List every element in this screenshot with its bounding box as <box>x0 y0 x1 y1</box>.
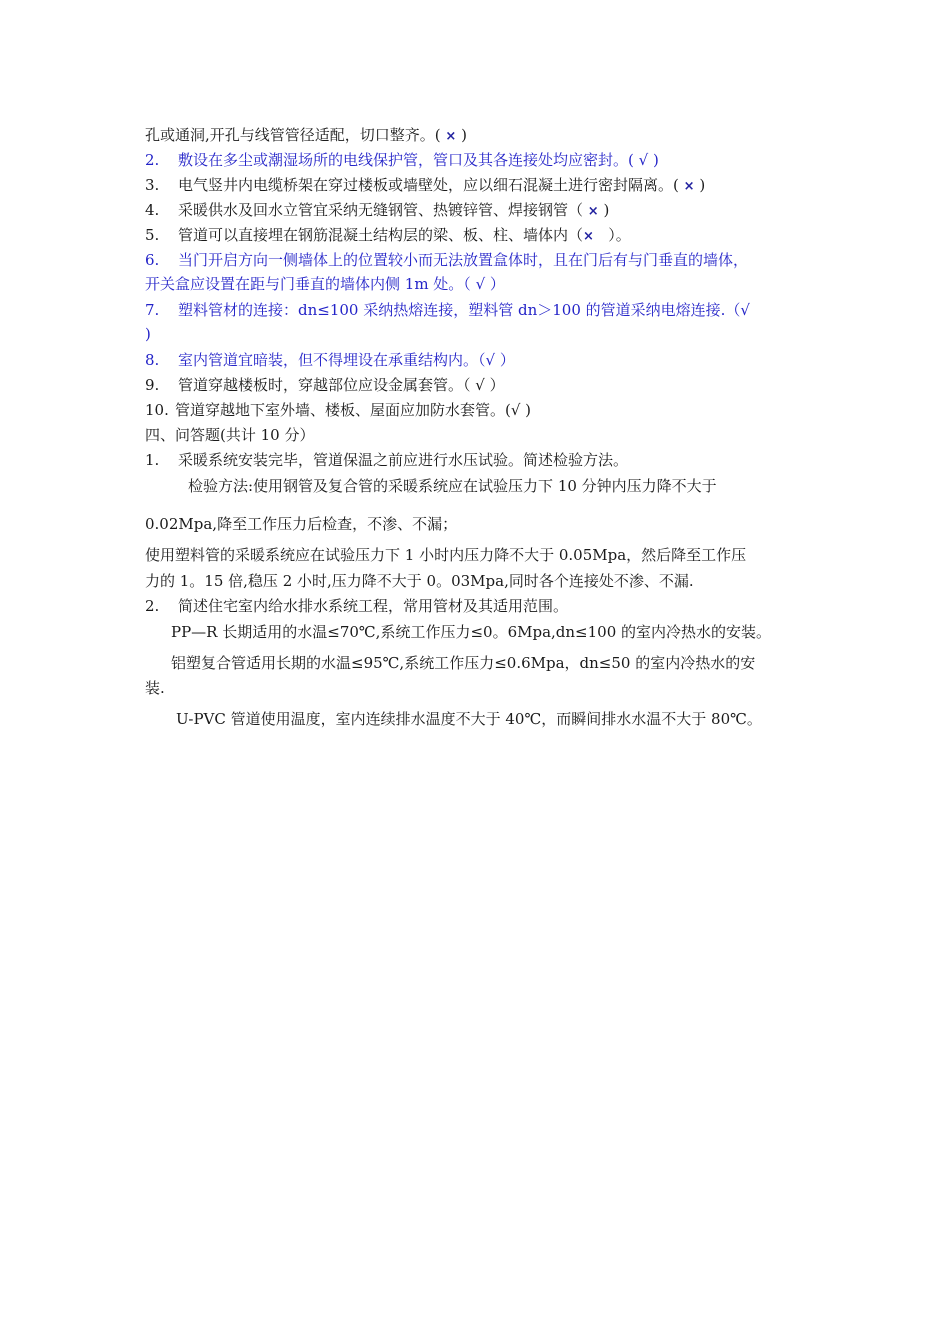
cross-mark: × <box>445 129 457 144</box>
question-10: 10. 管道穿越地下室外墙、楼板、屋面应加防水套管。(√ ) <box>145 401 532 419</box>
question-text: 塑料管材的连接：dn≤100 采纳热熔连接，塑料管 dn＞100 的管道采纳电熔连接.（√ <box>178 301 750 319</box>
cross-mark: × <box>587 204 599 219</box>
question-3: 3. 电气竖井内电缆桥架在穿过楼板或墙壁处，应以细石混凝土进行密封隔离。( × ) <box>145 176 706 194</box>
answer-line: 铝塑复合管适用长期的水温≤95℃,系统工作压力≤0.6Mpa，dn≤50 的室内冷热水的安 <box>171 654 756 672</box>
essay-question-2: 2. 简述住宅室内给水排水系统工程，常用管材及其适用范围。 <box>145 597 569 615</box>
answer-line: 0.02Mpa,降至工作压力后检查，不渗、不漏； <box>145 515 458 533</box>
question-6-line-2 <box>145 274 505 294</box>
question-6-line-1: 6. 当门开启方向一侧墙体上的位置较小而无法放置盒体时，且在门后有与门垂直的墙体， <box>145 251 749 269</box>
question-text: 管道穿越地下室外墙、楼板、屋面应加防水套管。(√ ) <box>175 401 532 419</box>
section-heading: 四、问答题(共计 10 分） <box>145 426 315 444</box>
question-7-line-1: 7. 塑料管材的连接：dn≤100 采纳热熔连接，塑料管 dn＞100 的管道采纳电熔连接.（√ <box>145 301 750 319</box>
question-text: 室内管道宜暗装，但不得埋设在承重结构内。（√ ） <box>178 351 515 369</box>
question-text: 敷设在多尘或潮湿场所的电线保护管，管口及其各连接处均应密封。( √ ) <box>178 151 659 169</box>
question-text: 电气竖井内电缆桥架在穿过楼板或墙壁处，应以细石混凝土进行密封隔离。( <box>178 176 679 194</box>
essay-question-1: 1. 采暖系统安装完毕，管道保温之前应进行水压试验。简述检验方法。 <box>145 451 629 469</box>
question-text: 开关盒应设置在距与门垂直的墙体内侧 1m 处。（ √ ） <box>145 275 505 293</box>
question-1-continuation: 孔或通洞,开孔与线管管径适配，切口整齐。( × ) <box>145 126 467 144</box>
answer-line: PP—R 长期适用的水温≤70℃,系统工作压力≤0。6Mpa,dn≤100 的室内冷热水的安装。 <box>171 623 772 641</box>
question-8: 8. 室内管道宜暗装，但不得埋设在承重结构内。（√ ） <box>145 351 515 369</box>
cross-mark: × <box>683 179 695 194</box>
question-text: 简述住宅室内给水排水系统工程，常用管材及其适用范围。 <box>178 597 569 615</box>
answer-line: 使用塑料管的采暖系统应在试验压力下 1 小时内压力降不大于 0.05Mpa，然后降至工作压 <box>145 546 747 564</box>
question-text: 管道可以直接埋在钢筋混凝土结构层的梁、板、柱、墙体内（ <box>178 226 584 244</box>
question-text: 采暖系统安装完毕，管道保温之前应进行水压试验。简述检验方法。 <box>178 451 629 469</box>
question-4: 4. 采暖供水及回水立管宜采纳无缝钢管、热镀锌管、焊接钢管（ × ) <box>145 201 610 219</box>
answer-line: 检验方法:使用钢管及复合管的采暖系统应在试验压力下 10 分钟内压力降不大于 <box>188 477 717 495</box>
question-5: 5. 管道可以直接埋在钢筋混凝土结构层的梁、板、柱、墙体内（× ）。 <box>145 226 631 244</box>
answer-line: 力的 1。15 倍,稳压 2 小时,压力降不大于 0。03Mpa,同时各个连接处不渗、不漏. <box>145 572 694 590</box>
question-text: 当门开启方向一侧墙体上的位置较小而无法放置盒体时，且在门后有与门垂直的墙体， <box>178 251 749 269</box>
question-text: 管道穿越楼板时，穿越部位应设金属套管。（ √ ） <box>178 376 505 394</box>
answer-line: U-PVC 管道使用温度，室内连续排水温度不大于 40℃，而瞬间排水水温不大于 80℃。 <box>176 710 762 728</box>
answer-line: 装. <box>145 679 165 697</box>
cross-mark: × <box>583 229 594 244</box>
question-2: 2. 敷设在多尘或潮湿场所的电线保护管，管口及其各连接处均应密封。( √ ) <box>145 151 659 169</box>
question-9: 9. 管道穿越楼板时，穿越部位应设金属套管。（ √ ） <box>145 376 505 394</box>
question-text: 采暖供水及回水立管宜采纳无缝钢管、热镀锌管、焊接钢管（ <box>178 201 584 219</box>
question-text: 孔或通洞,开孔与线管管径适配，切口整齐。( <box>145 126 441 144</box>
question-7-line-2: ) <box>145 325 151 343</box>
